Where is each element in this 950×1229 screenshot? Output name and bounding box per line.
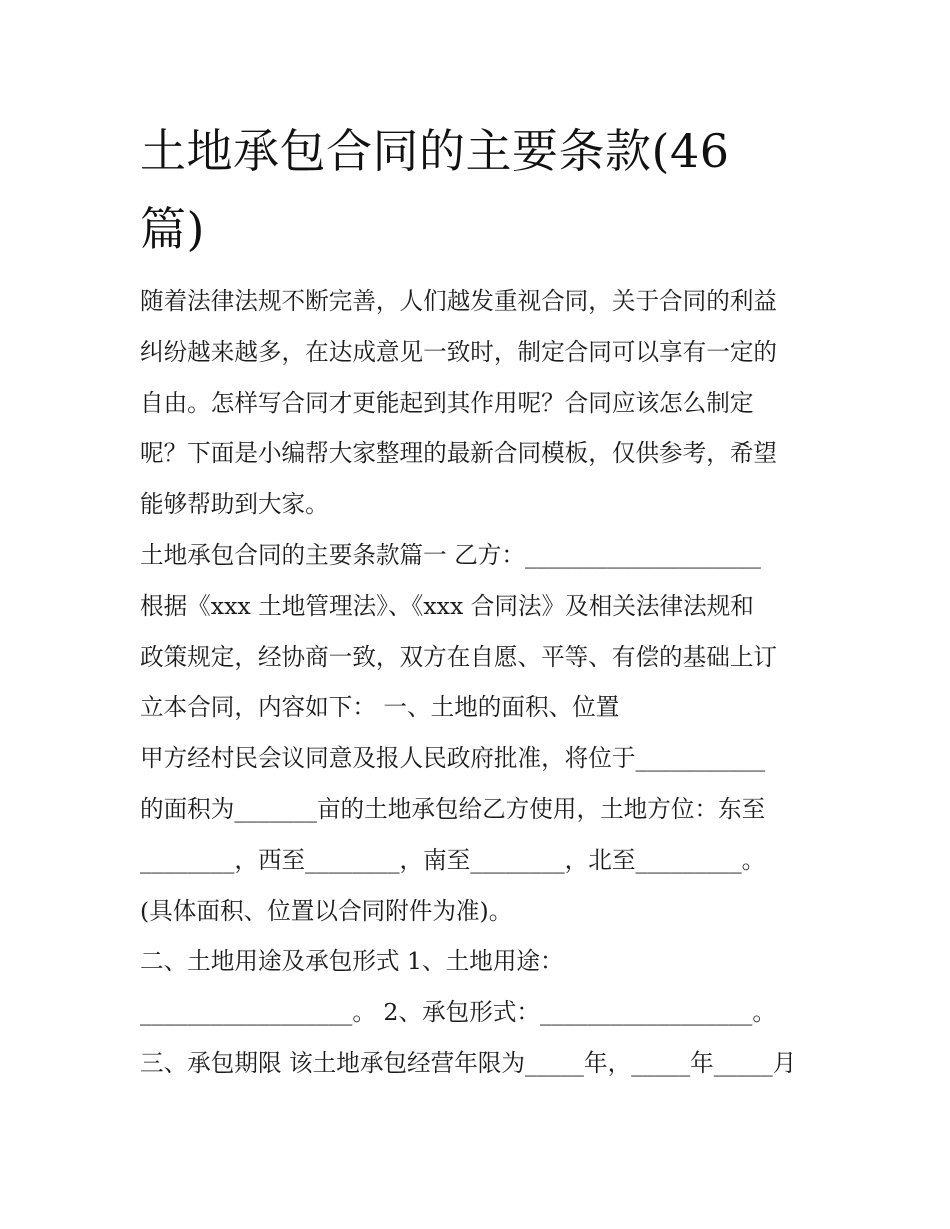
document-title — [140, 112, 800, 268]
contract-line-7: (具体面积、位置以合同附件为准)。 — [140, 896, 513, 925]
contract-line-9: __________________。 2、承包形式：__________________。 — [140, 998, 776, 1027]
intro-line-3: 自由。怎样写合同才更能起到其作用呢？合同应该怎么制定 — [140, 388, 754, 417]
section-heading-line: 土地承包合同的主要条款篇一 乙方：____________________ — [140, 540, 761, 569]
title-line-1: 土地承包合同的主要条款(46 — [140, 124, 730, 178]
intro-line-4: 呢？下面是小编帮大家整理的最新合同模板，仅供参考，希望 — [140, 439, 778, 468]
contract-line-5: 的面积为_______亩的土地承包给乙方使用，土地方位：东至 — [140, 794, 766, 823]
contract-line-8: 二、土地用途及承包形式 1、土地用途： — [140, 947, 564, 976]
intro-line-5: 能够帮助到大家。 — [140, 490, 329, 519]
contract-line-1: 根据《xxx 土地管理法》、《xxx 合同法》及相关法律法规和 — [140, 591, 754, 620]
contract-line-3: 立本合同，内容如下： 一、土地的面积、位置 — [140, 693, 620, 722]
intro-line-1: 随着法律法规不断完善，人们越发重视合同，关于合同的利益 — [140, 287, 778, 315]
contract-line-6: ________，西至________，南至________，北至_________。 — [140, 845, 766, 874]
intro-line-2: 纠纷越来越多，在达成意见一致时，制定合同可以享有一定的 — [140, 337, 778, 366]
contract-line-2: 政策规定，经协商一致，双方在自愿、平等、有偿的基础上订 — [140, 642, 778, 671]
document-body — [140, 276, 820, 1089]
contract-line-4: 甲方经村民会议同意及报人民政府批准，将位于___________ — [140, 744, 766, 773]
title-line-2: 篇) — [140, 202, 205, 256]
contract-line-10: 三、承包期限 该土地承包经营年限为_____年，_____年_____月 — [140, 1048, 797, 1077]
